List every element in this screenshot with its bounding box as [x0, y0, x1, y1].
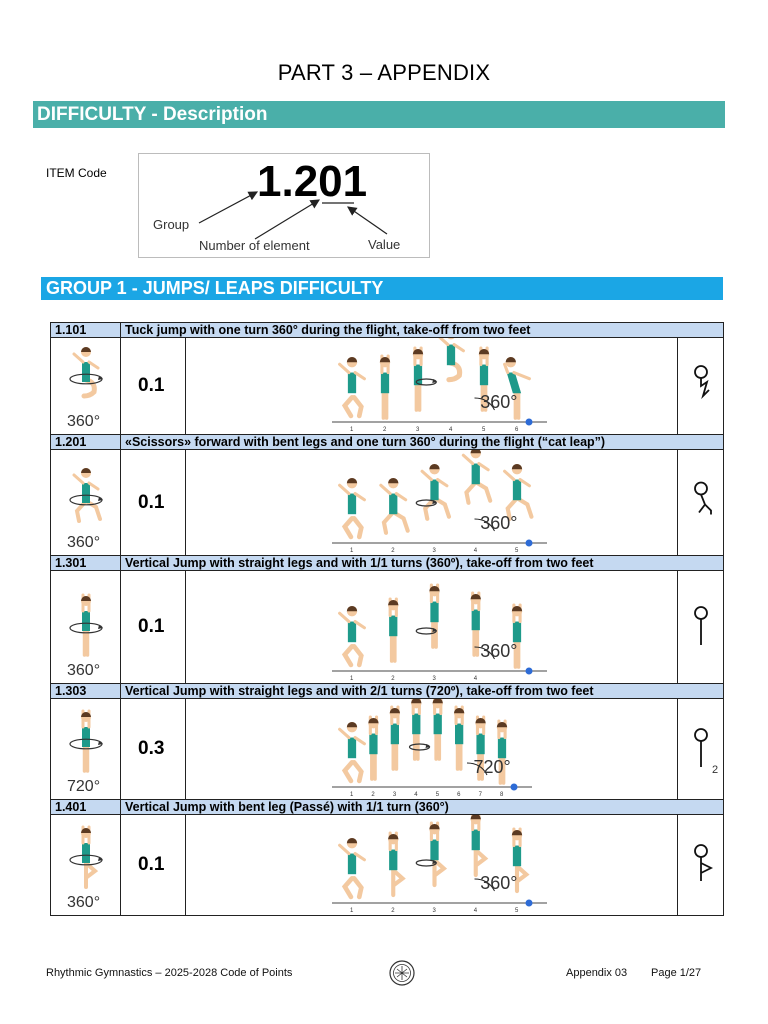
element-code: 1.303 — [51, 684, 121, 699]
frame-number: 4 — [473, 548, 477, 554]
frame-number: 8 — [499, 792, 503, 798]
element-sequence-illustration — [186, 699, 678, 800]
element-description: Vertical Jump with straight legs and with 1/1 turns (360º), take-off from two feet — [121, 556, 724, 571]
element-code: 1.101 — [51, 323, 121, 338]
frame-number: 4 — [448, 427, 452, 433]
thumbnail-degree-label: 360° — [67, 413, 101, 430]
frame-number: 4 — [473, 908, 477, 914]
sequence-gymnast — [339, 478, 364, 537]
sequence-rotation-icon — [416, 628, 437, 634]
frame-number: 5 — [481, 427, 485, 433]
thumbnail-gymnast — [81, 827, 95, 887]
element-code: 1.201 — [51, 435, 121, 450]
frame-number: 1 — [349, 676, 353, 682]
frame-number: 4 — [473, 676, 477, 682]
sequence-rotation-icon — [416, 860, 437, 866]
element-row — [51, 815, 724, 916]
element-header-row — [51, 323, 724, 338]
element-header-row — [51, 684, 724, 699]
element-sequence-illustration — [186, 450, 678, 556]
sequence-gymnast — [470, 593, 480, 655]
end-marker-icon — [525, 419, 532, 426]
end-marker-icon — [510, 784, 517, 791]
element-thumbnail — [51, 450, 121, 556]
element-code: 1.301 — [51, 556, 121, 571]
sequence-degree-label: 360° — [480, 873, 518, 893]
sequence-gymnast — [504, 464, 531, 519]
thumbnail-degree-label: 360° — [67, 894, 101, 911]
frame-number: 5 — [435, 792, 439, 798]
part-title: PART 3 – APPENDIX — [277, 60, 491, 85]
sequence-rotation-icon — [409, 744, 430, 750]
sequence-gymnast — [422, 464, 449, 519]
element-thumbnail — [51, 571, 121, 684]
element-sequence-illustration — [186, 571, 678, 684]
sequence-degree-label: 360° — [480, 392, 518, 412]
thumbnail-degree-label: 360° — [67, 662, 101, 679]
vertical-jump-2-symbol-icon — [695, 729, 707, 767]
end-marker-icon — [525, 900, 532, 907]
element-sequence-illustration — [186, 338, 678, 435]
frame-number: 3 — [392, 792, 396, 798]
element-row — [51, 338, 724, 435]
element-sequence-illustration — [186, 815, 678, 916]
footer-page-number: Page 1/27 — [651, 967, 702, 979]
element-row — [51, 571, 724, 684]
passe-jump-symbol-icon — [695, 845, 711, 881]
element-row — [51, 450, 724, 556]
element-code: 1.401 — [51, 800, 121, 815]
element-thumbnail — [51, 815, 121, 916]
footer-appendix: Appendix 03 — [566, 967, 628, 979]
sequence-gymnast — [453, 707, 463, 769]
element-value: 0.1 — [121, 571, 186, 684]
value-label: Value — [368, 237, 401, 252]
frame-number: 1 — [349, 908, 353, 914]
element-description: «Scissors» forward with bent legs and one turn 360° during the flight (“cat leap”) — [121, 435, 724, 450]
thumbnail-degree-label: 360° — [67, 534, 101, 551]
frame-number: 2 — [382, 427, 386, 433]
sequence-gymnast — [432, 699, 442, 759]
sequence-gymnast — [380, 478, 407, 533]
sequence-degree-label: 720° — [473, 757, 511, 777]
item-code-label: ITEM Code — [46, 166, 107, 180]
element-value: 0.1 — [121, 338, 186, 435]
item-code-diagram — [138, 153, 430, 258]
thumbnail-gymnast — [81, 711, 91, 771]
frame-number: 5 — [514, 548, 518, 554]
sequence-gymnast — [368, 717, 378, 779]
sequence-gymnast — [470, 815, 484, 875]
element-thumbnail — [51, 338, 121, 435]
frame-number: 3 — [432, 676, 436, 682]
fig-logo-icon — [389, 960, 415, 989]
element-symbol — [678, 815, 724, 916]
element-symbol — [678, 338, 724, 435]
sequence-gymnast — [339, 722, 364, 781]
frame-number: 2 — [390, 676, 395, 682]
frame-number: 1 — [349, 792, 353, 798]
sequence-gymnast — [429, 585, 439, 647]
thumbnail-gymnast — [74, 347, 98, 396]
frame-number: 3 — [415, 427, 419, 433]
element-header-row — [51, 435, 724, 450]
frame-number: 3 — [432, 908, 436, 914]
sequence-gymnast — [339, 838, 364, 897]
cat-leap-symbol-icon — [695, 483, 711, 515]
sequence-gymnast — [339, 606, 364, 665]
symbol-subscript: 2 — [711, 764, 718, 776]
frame-number: 2 — [390, 908, 395, 914]
sequence-degree-label: 360° — [480, 641, 518, 661]
sequence-gymnast — [388, 599, 398, 661]
thumbnail-gymnast — [74, 468, 100, 521]
sequence-gymnast — [438, 338, 463, 380]
element-description: Vertical Jump with bent leg (Passé) with 1/1 turn (360°) — [121, 800, 724, 815]
sequence-gymnast — [379, 356, 389, 418]
element-header-row — [51, 556, 724, 571]
element-description: Tuck jump with one turn 360° during the flight, take-off from two feet — [121, 323, 724, 338]
frame-number: 7 — [478, 792, 482, 798]
footer-left-text: Rhythmic Gymnastics – 2025-2028 Code of Points — [46, 967, 293, 979]
frame-number: 1 — [349, 548, 353, 554]
sequence-gymnast — [339, 357, 364, 416]
element-value: 0.3 — [121, 699, 186, 800]
frame-number: 1 — [349, 427, 353, 433]
end-marker-icon — [525, 668, 532, 675]
element-header-row — [51, 800, 724, 815]
element-thumbnail — [51, 699, 121, 800]
element-row — [51, 699, 724, 800]
element-value: 0.1 — [121, 450, 186, 556]
element-symbol — [678, 450, 724, 556]
element-symbol — [678, 699, 724, 800]
tuck-jump-symbol-icon — [695, 366, 709, 396]
group-label: Group — [153, 217, 190, 232]
frame-number: 6 — [514, 427, 518, 433]
sequence-degree-label: 360° — [480, 513, 518, 533]
sequence-gymnast — [463, 450, 490, 503]
section-title: DIFFICULTY - Description — [33, 101, 725, 128]
end-marker-icon — [525, 540, 532, 547]
sequence-gymnast — [388, 833, 402, 895]
frame-number: 5 — [514, 908, 518, 914]
frame-number: 2 — [370, 792, 375, 798]
element-symbol — [678, 571, 724, 684]
element-value: 0.1 — [121, 815, 186, 916]
element-description: Vertical Jump with straight legs and with 2/1 turns (720º), take-off from two feet — [121, 684, 724, 699]
frame-number: 4 — [413, 792, 418, 798]
thumbnail-gymnast — [81, 595, 91, 655]
vertical-jump-symbol-icon — [695, 607, 707, 645]
frame-number: 2 — [390, 548, 395, 554]
number-of-element-label: Number of element — [199, 238, 310, 253]
frame-number: 3 — [432, 548, 436, 554]
thumbnail-degree-label: 720° — [67, 778, 101, 795]
item-code-example: 1.201 — [257, 157, 368, 206]
elements-table — [50, 322, 724, 916]
sequence-gymnast — [429, 823, 443, 885]
frame-number: 6 — [456, 792, 460, 798]
sequence-gymnast — [389, 707, 399, 769]
group-title: GROUP 1 - JUMPS/ LEAPS DIFFICULTY — [41, 277, 723, 300]
